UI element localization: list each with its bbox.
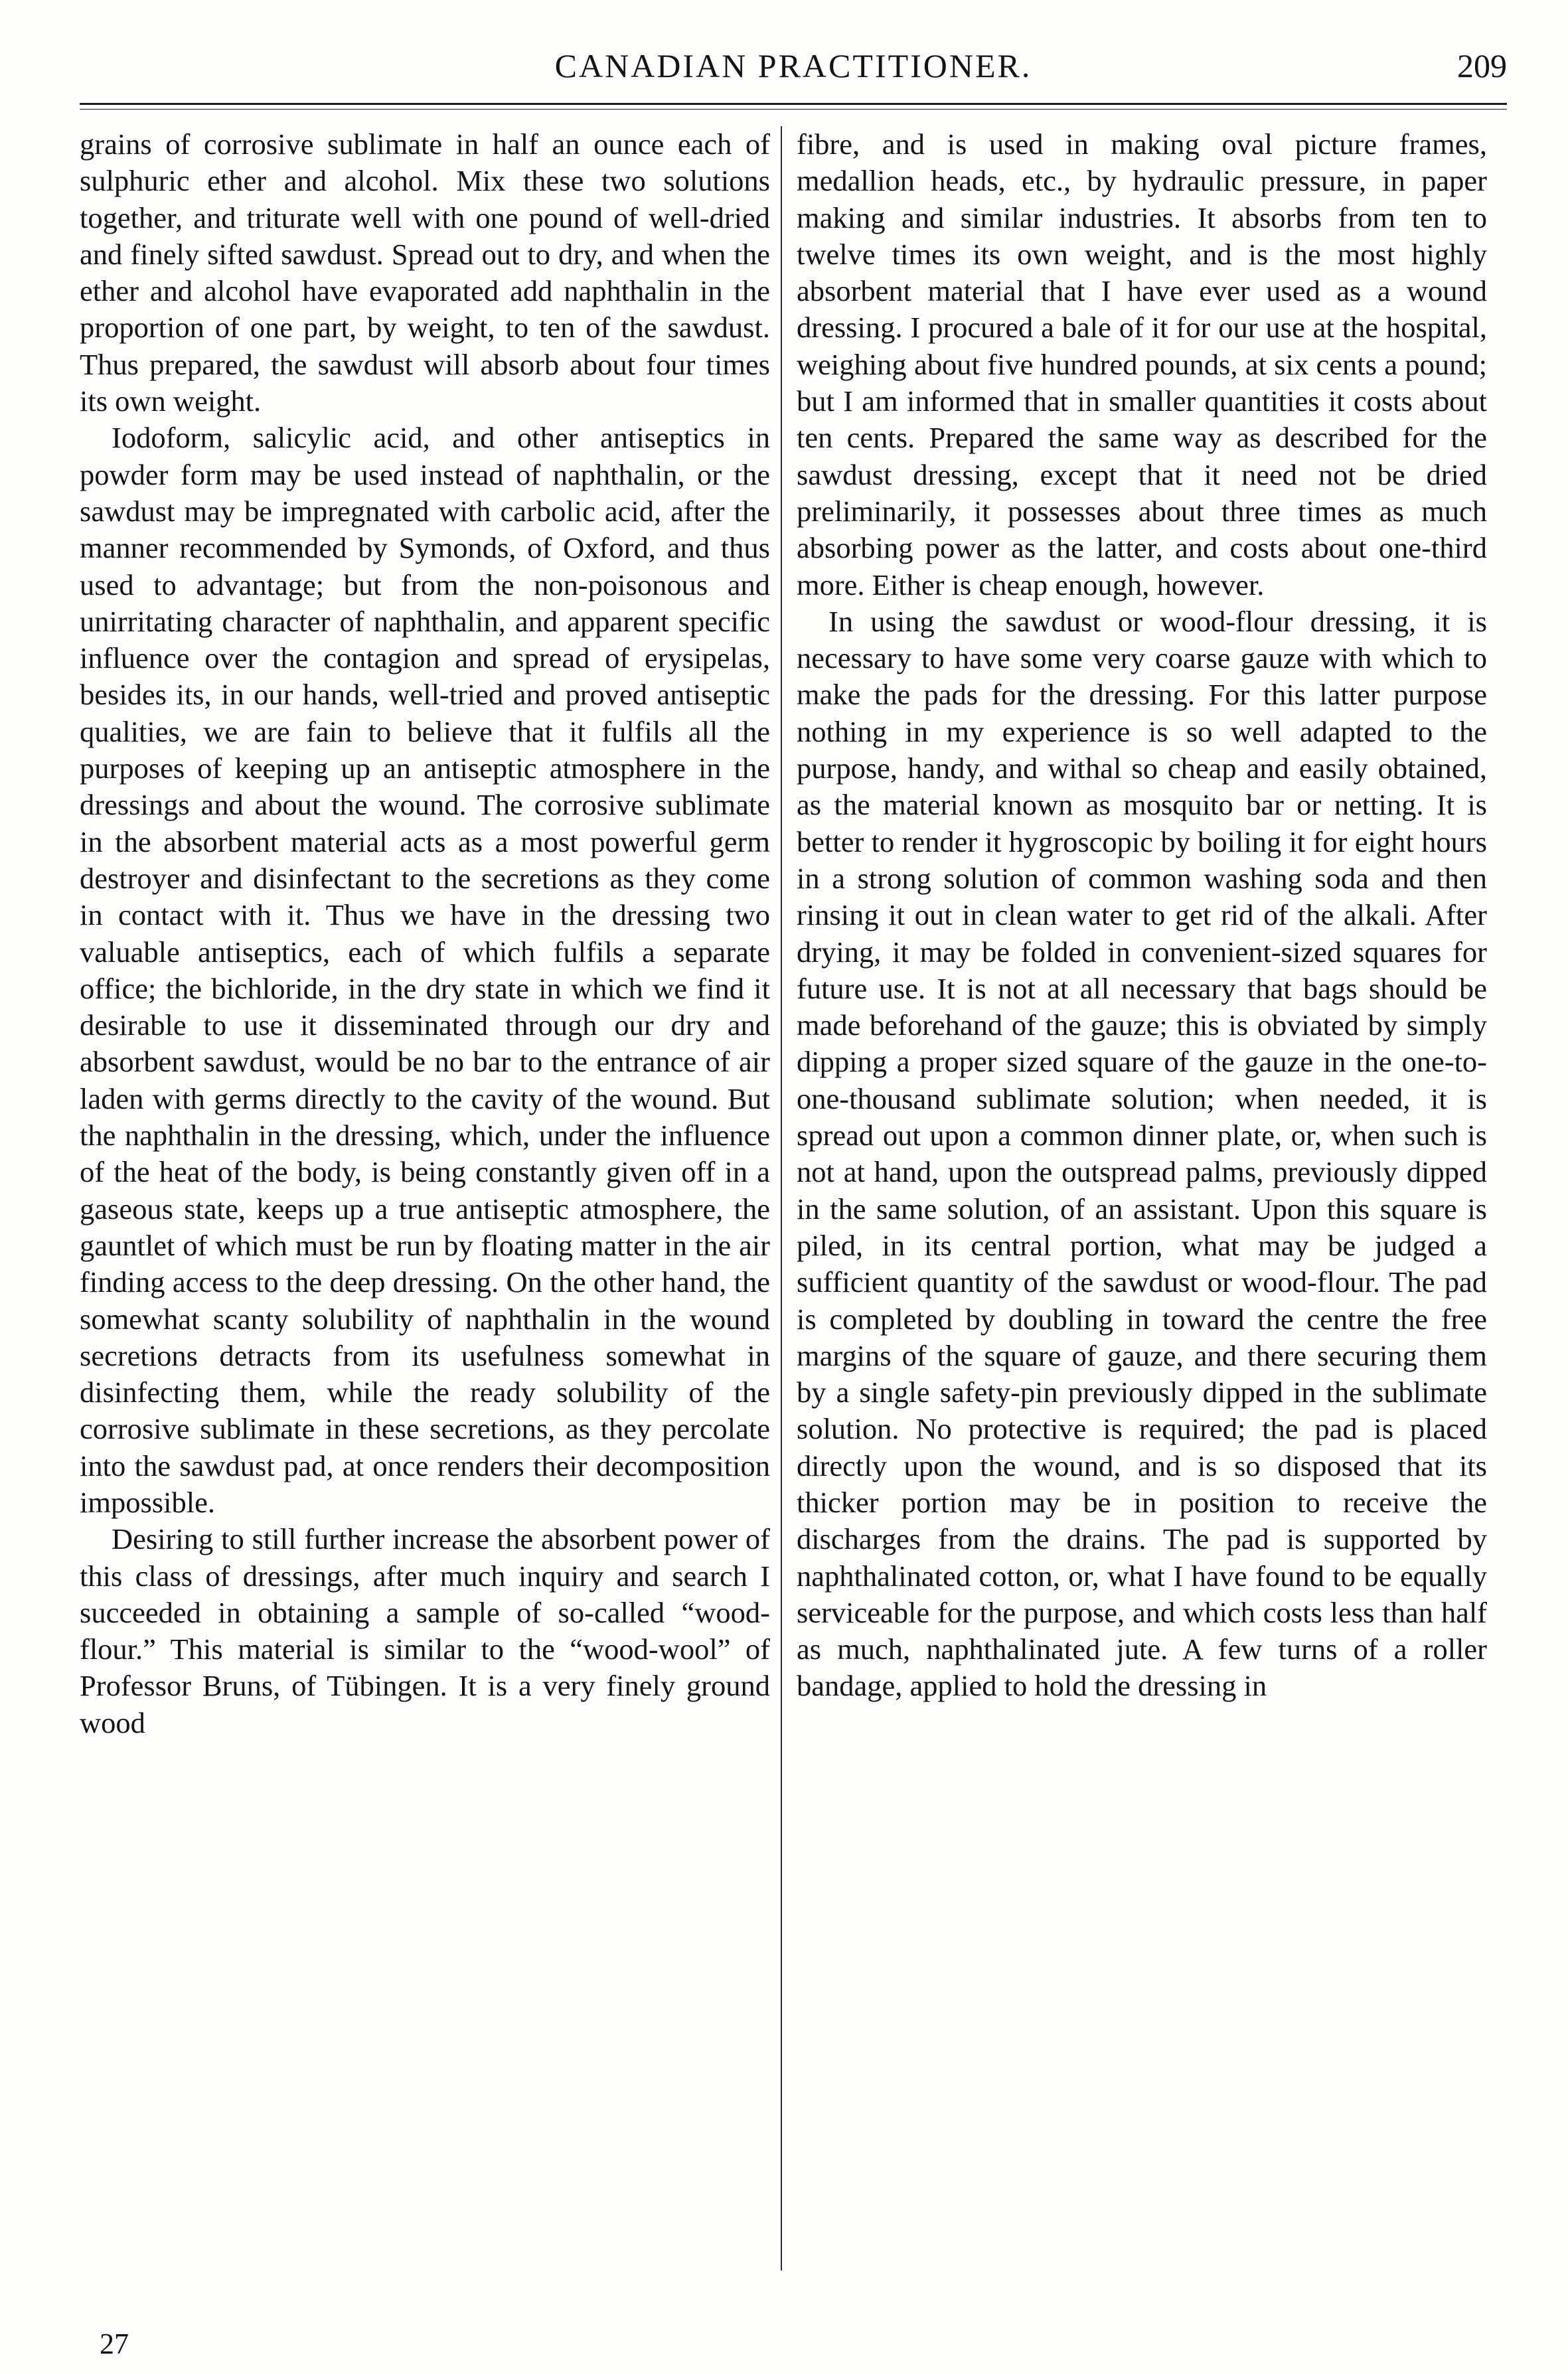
- header-rule: [80, 103, 1507, 105]
- page-number: 209: [1457, 47, 1507, 84]
- paragraph: Desiring to still further increase the absorbent power of this class of dressings, after much inquiry and search I succeeded in obtaining a sample of so-called “wood-flour.” This material is similar to the “wood-wool” of Professor Bruns, of Tübingen. It is a very finely ground wood: [80, 1522, 770, 1739]
- paragraph: In using the sawdust or wood-flour dressing, it is necessary to have some very coarse gauze with which to make the pads for the dressing. For this latter purpose nothing in my experience is so well adapted to the purpose, handy, and withal so cheap and easily obtained, as the material known as mosquito bar or netting. It is better to render it hygroscopic by boiling it for eight hours in a strong solution of common washing soda and then rinsing it out in clean water to get rid of the alkali. After drying, it may be folded in convenient-sized squares for future use. It is not at all necessary that bags should be made beforehand of the gauze; this is obviated by simply dipping a proper sized square of the gauze in the one-to-one-thousand sublimate solution; when needed, it is spread out upon a common dinner plate, or, when such is not at hand, upon the outspread palms, previously dipped in the same solution, of an assistant. Upon this square is piled, in its central portion, what may be judged a sufficient quantity of the sawdust or wood-flour. The pad is completed by doubling in toward the centre the free margins of the square of gauze, and there securing them by a single safety-pin previously dipped in the sublimate solution. No protective is required; the pad is placed directly upon the wound, and is so disposed that its thicker portion may be in position to receive the discharges from the drains. The pad is supported by naphthalinated cotton, or, what I have found to be equally serviceable for the purpose, and which costs less than half as much, naphthalinated jute. A few turns of a roller bandage, applied to hold the dressing in: [797, 604, 1487, 1703]
- running-title: CANADIAN PRACTITIONER.: [554, 47, 1032, 84]
- signature-mark: 27: [100, 2328, 129, 2360]
- column-divider: [781, 126, 782, 2270]
- page-header: [80, 46, 1507, 100]
- paragraph: Iodoform, salicylic acid, and other antiseptics in powder form may be used instead of naphthalin, or the sawdust may be impregnated with carbolic acid, after the manner recommended by Symonds, of Oxford, and thus used to advantage; but from the non-poisonous and unirritating character of naphthalin, and apparent specific influence over the contagion and spread of erysipelas, besides its, in our hands, well-tried and proved antiseptic qualities, we are fain to believe that it fulfils all the purposes of keeping up an antiseptic atmosphere in the dressings and about the wound. The corrosive sublimate in the absorbent material acts as a most powerful germ destroyer and disinfectant to the secretions as they come in contact with it. Thus we have in the dressing two valuable antiseptics, each of which fulfils a separate office; the bichloride, in the dry state in which we find it desirable to use it disseminated through our dry and absorbent sawdust, would be no bar to the entrance of air laden with germs directly to the cavity of the wound. But the naphthalin in the dressing, which, under the influence of the heat of the body, is being constantly given off in a gaseous state, keeps up a true antiseptic atmosphere, the gauntlet of which must be run by floating matter in the air finding access to the deep dressing. On the other hand, the somewhat scanty solubility of naphthalin in the wound secretions detracts from its usefulness somewhat in disinfecting them, while the ready solubility of the corrosive sublimate in these secretions, as they percolate into the sawdust pad, at once renders their decomposition impossible.: [80, 421, 770, 1519]
- header-rule-thin: [80, 109, 1507, 110]
- paragraph: grains of corrosive sublimate in half an ounce each of sulphuric ether and alcohol. Mix these two solutions together, and triturate well with one pound of well-dried and finely sifted sawdust. Spread out to dry, and when the ether and alcohol have evaporated add naphthalin in the proportion of one part, by weight, to ten of the sawdust. Thus prepared, the sawdust will absorb about four times its own weight.: [80, 127, 770, 418]
- right-column: [797, 126, 1487, 2317]
- paragraph: fibre, and is used in making oval picture frames, medallion heads, etc., by hydraulic pressure, in paper making and similar industries. It absorbs from ten to twelve times its own weight, and is the most highly absorbent material that I have ever used as a wound dressing. I procured a bale of it for our use at the hospital, weighing about five hundred pounds, at six cents a pound; but I am informed that in smaller quantities it costs about ten cents. Prepared the same way as described for the sawdust dressing, except that it need not be dried preliminarily, it possesses about three times as much absorbing power as the latter, and costs about one-third more. Either is cheap enough, however.: [797, 127, 1487, 601]
- left-column: [80, 126, 770, 2317]
